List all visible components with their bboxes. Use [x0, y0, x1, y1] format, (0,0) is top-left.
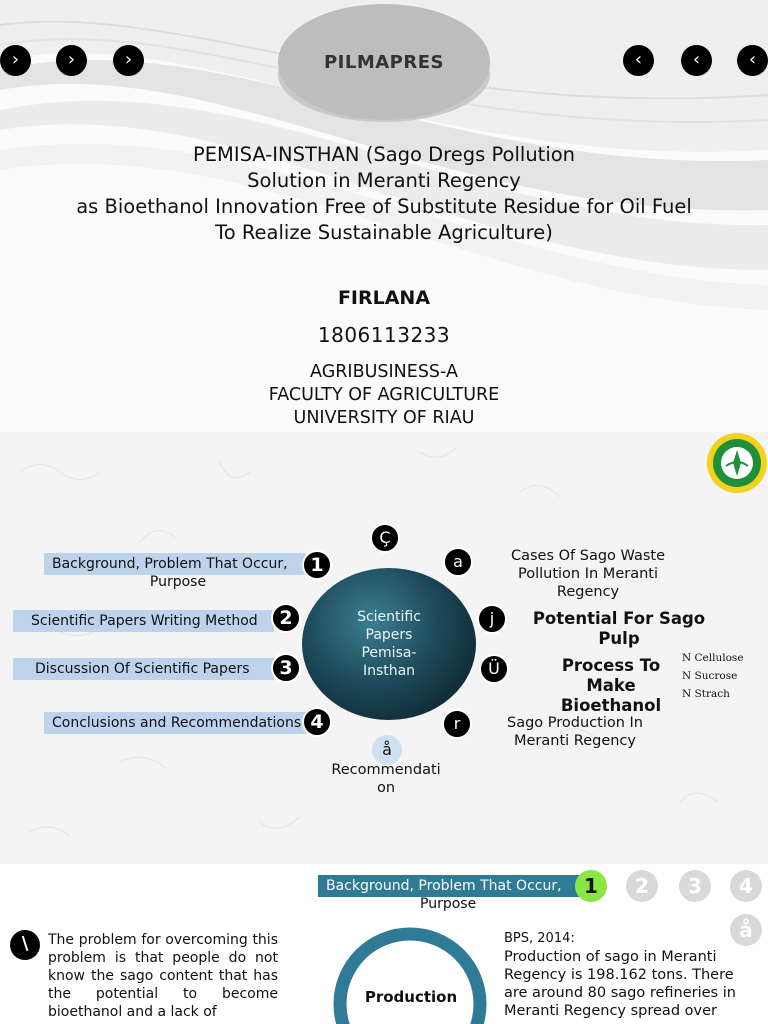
nutrient-item: N Strach — [682, 688, 730, 700]
badge-label: PILMAPRES — [278, 4, 490, 120]
item-text: Regency — [556, 584, 620, 600]
symbol-bullet-icon[interactable]: r — [442, 709, 472, 739]
step-number[interactable]: 4 — [302, 707, 332, 737]
nutrient-item: N Cellulose — [682, 652, 744, 664]
item-cases[interactable] — [497, 547, 679, 601]
title-line: To Realize Sustainable Agriculture) — [215, 221, 553, 244]
outline-item-conclusions[interactable]: Conclusions and Recommendations — [44, 712, 306, 734]
step-number[interactable]: 3 — [271, 653, 301, 683]
symbol-bullet-icon[interactable]: a — [443, 547, 473, 577]
title-line: as Bioethanol Innovation Free of Substitute Residue for Oil Fuel — [76, 195, 692, 218]
affiliation-line: AGRIBUSINESS-A — [310, 362, 458, 382]
problem-paragraph: The problem for overcoming this problem is that people do not know the sago content that has the potential to become bioethanol and a lack of — [48, 932, 278, 1020]
source-citation: BPS, 2014: — [504, 931, 575, 946]
item-text: Process To — [561, 656, 661, 675]
item-text: Pollution In Meranti — [518, 566, 658, 582]
chevron-left-icon[interactable]: ‹ — [681, 45, 712, 76]
production-ring — [330, 924, 490, 1024]
title-line: PEMISA-INSTHAN (Sago Dregs Pollution — [192, 143, 576, 166]
outline-item-purpose: Purpose — [149, 574, 207, 590]
symbol-bullet-icon[interactable]: Ç — [370, 523, 400, 553]
recommendation-icon[interactable]: å — [372, 735, 402, 765]
pilmapres-badge — [278, 4, 490, 120]
student-id: 1806113233 — [317, 323, 451, 347]
author-name: FIRLANA — [337, 287, 431, 309]
symbol-bullet-icon[interactable]: j — [477, 604, 507, 634]
paper-title — [20, 142, 748, 246]
outline-item-background[interactable]: Background, Problem That Occur, — [44, 553, 306, 575]
chevron-left-icon[interactable]: ‹ — [737, 45, 768, 76]
chevron-right-icon[interactable]: › — [56, 45, 87, 76]
item-text: Sago Production In — [507, 715, 643, 731]
chevron-left-icon[interactable]: ‹ — [623, 45, 654, 76]
item-text: Cases Of Sago Waste — [510, 548, 665, 564]
section-sublabel: Purpose — [420, 896, 477, 912]
step-inactive[interactable]: 3 — [679, 870, 711, 902]
affiliation-line: UNIVERSITY OF RIAU — [293, 408, 475, 428]
item-process[interactable] — [536, 656, 686, 716]
section-label: Background, Problem That Occur, — [318, 875, 582, 897]
background-slide — [0, 864, 768, 1024]
chevron-right-icon[interactable]: › — [113, 45, 144, 76]
step-inactive[interactable]: 4 — [730, 870, 762, 902]
affiliation — [0, 361, 768, 430]
step-number[interactable]: 1 — [302, 550, 332, 580]
affiliation-line: FACULTY OF AGRICULTURE — [268, 385, 500, 405]
step-inactive[interactable]: å — [730, 914, 762, 946]
item-text: Recommendati — [331, 762, 441, 778]
step-active[interactable]: 1 — [575, 870, 607, 902]
university-logo — [706, 432, 768, 494]
item-production[interactable] — [490, 714, 660, 750]
ring-label: Production — [364, 988, 458, 1006]
hub-text: Pemisa- — [361, 645, 417, 661]
title-slide — [0, 0, 768, 432]
title-line: Solution in Meranti Regency — [247, 169, 521, 192]
hub-text: Scientific — [357, 609, 421, 625]
hub-text: Insthan — [362, 663, 416, 679]
hub-text: Papers — [365, 627, 413, 643]
step-inactive[interactable]: 2 — [626, 870, 658, 902]
chevron-right-icon[interactable]: › — [0, 45, 31, 76]
bullet-icon: \ — [10, 930, 40, 960]
item-text: on — [376, 780, 396, 796]
outline-item-discussion[interactable]: Discussion Of Scientific Papers — [13, 658, 274, 680]
item-potential[interactable]: Potential For Sago Pulp — [532, 609, 706, 648]
nutrient-list — [682, 649, 744, 703]
production-text: Production of sago in Meranti Regency is 198.162 tons. There are around 80 sago refineries in Meranti Regency spread over — [504, 949, 736, 1019]
item-text: Make Bioethanol — [560, 676, 662, 715]
step-number[interactable]: 2 — [271, 603, 301, 633]
hub-circle — [302, 568, 476, 720]
nutrient-item: N Sucrose — [682, 670, 738, 682]
symbol-bullet-icon[interactable]: Ü — [479, 654, 509, 684]
item-recommendation[interactable] — [320, 761, 452, 797]
item-text: Meranti Regency — [513, 733, 636, 749]
outline-item-method[interactable]: Scientific Papers Writing Method — [13, 610, 274, 632]
outline-slide — [0, 432, 768, 864]
